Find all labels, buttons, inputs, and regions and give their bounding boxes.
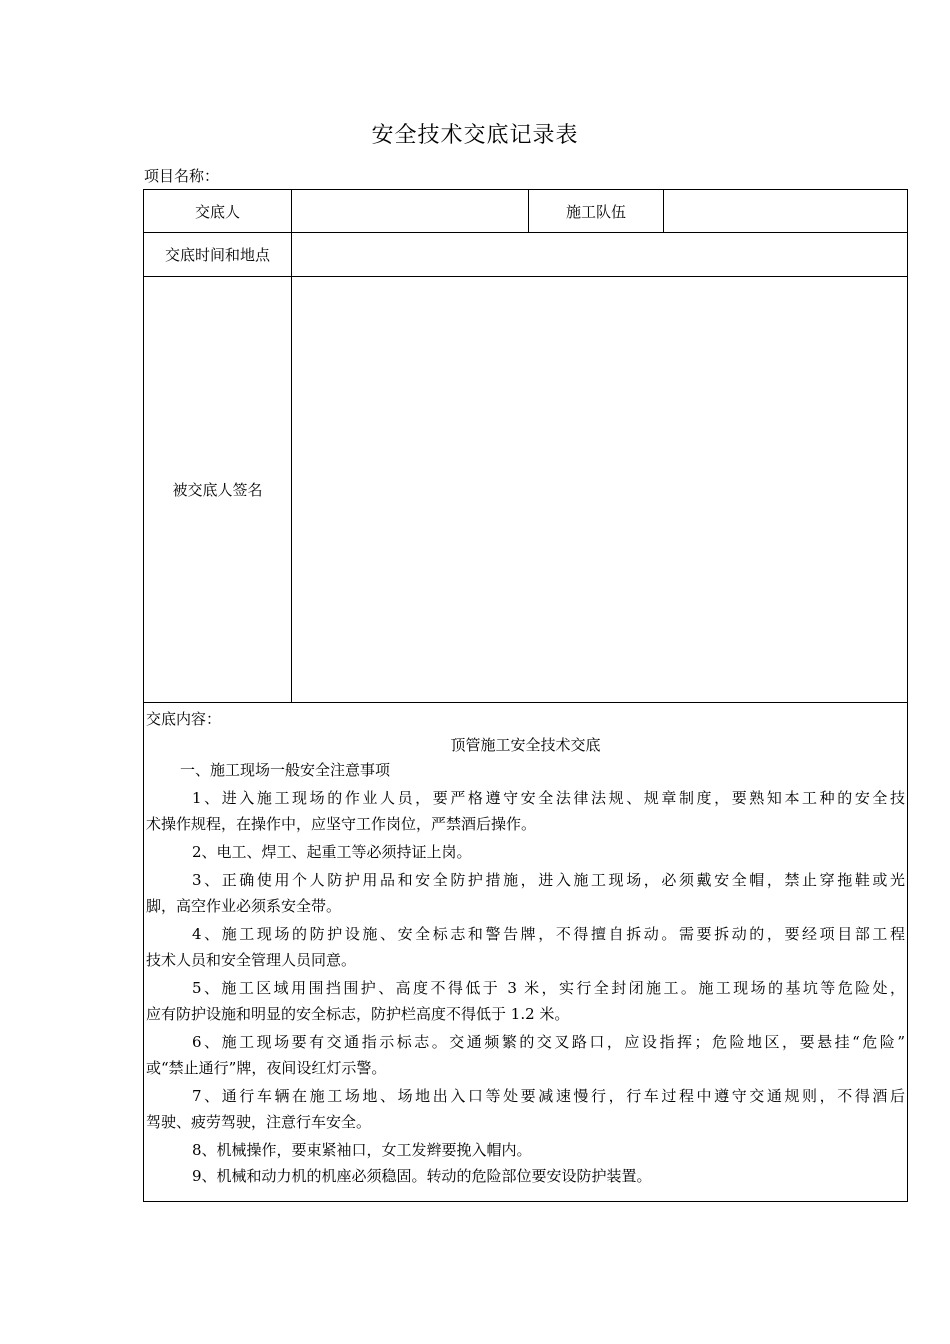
content-line: 5、施工区域用围挡围护、高度不得低于 3 米，实行全封闭施工。施工现场的基坑等危险处， [192,979,905,997]
content-line: 应有防护设施和明显的安全标志，防护栏高度不得低于 1.2 米。 [146,1005,570,1023]
signature-field[interactable] [292,277,907,702]
content-line: 7、通行车辆在施工场地、场地出入口等处要减速慢行，行车过程中遵守交通规则，不得酒后 [192,1087,905,1105]
content-line: 技术人员和安全管理人员同意。 [146,951,357,969]
row-divider [144,702,907,703]
content-label: 交底内容： [146,710,222,728]
discloser-label: 交底人 [194,202,240,221]
time-place-field[interactable] [292,233,907,276]
construction-team-label: 施工队伍 [565,202,626,221]
discloser-field[interactable] [292,190,528,232]
content-line: 1、进入施工现场的作业人员，要严格遵守安全法律法规、规章制度，要熟知本工种的安全技 [192,789,905,807]
project-name-label: 项目名称： [144,167,220,185]
content-line: 2、电工、焊工、起重工等必须持证上岗。 [192,843,472,861]
section-heading: 一、施工现场一般安全注意事项 [180,761,391,779]
construction-team-field[interactable] [664,190,907,232]
disclosure-form-table [143,189,908,1202]
content-line: 脚，高空作业必须系安全带。 [146,897,342,915]
content-line: 术操作规程，在操作中，应坚守工作岗位，严禁酒后操作。 [146,815,537,833]
content-line: 驾驶、疲劳驾驶，注意行车安全。 [146,1113,372,1131]
content-line: 或“禁止通行”牌，夜间设红灯示警。 [146,1059,387,1077]
content-line: 9、机械和动力机的机座必须稳固。转动的危险部位要安设防护装置。 [192,1167,652,1185]
content-line: 6、施工现场要有交通指示标志。交通频繁的交叉路口，应设指挥；危险地区，要悬挂“危险” [192,1033,905,1051]
content-line: 4、施工现场的防护设施、安全标志和警告牌，不得擅自拆动。需要拆动的，要经项目部工程 [192,925,905,943]
content-line: 3、正确使用个人防护用品和安全防护措施，进入施工现场，必须戴安全帽，禁止穿拖鞋或光 [192,871,905,889]
content-line: 8、机械操作，要束紧袖口，女工发辫要挽入帽内。 [192,1141,532,1159]
signature-label: 被交底人签名 [172,481,263,499]
content-subtitle: 顶管施工安全技术交底 [450,736,601,754]
time-place-label: 交底时间和地点 [164,246,270,264]
document-title: 安全技术交底记录表 [371,123,579,148]
